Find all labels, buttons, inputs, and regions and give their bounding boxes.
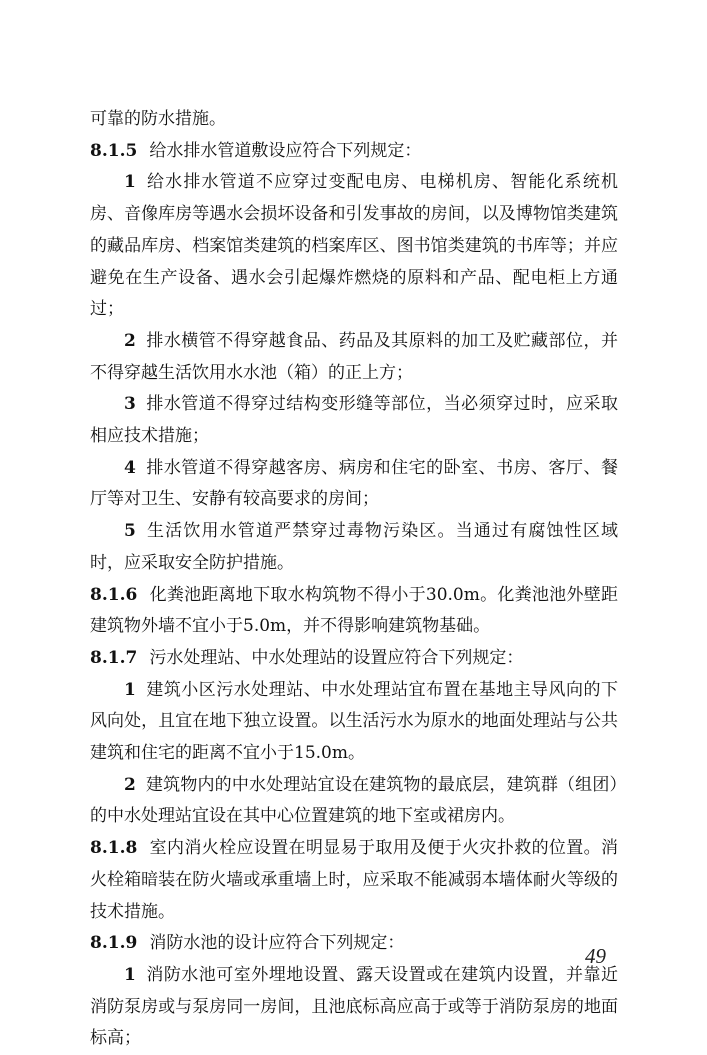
clause-8-1-7 — [90, 643, 618, 675]
item-number: 1 — [124, 964, 136, 985]
clause-8-1-5-item-2 — [90, 326, 618, 389]
item-text: 建筑物内的中水处理站宜设在建筑物的最底层，建筑群（组团）的中水处理站宜设在其中心位置建筑的地下室或裙房内。 — [90, 774, 618, 827]
clause-8-1-9 — [90, 928, 618, 960]
item-text: 建筑小区污水处理站、中水处理站宜布置在基地主导风向的下风向处，且宜在地下独立设置。以生活污水为原水的地面处理站与公共建筑和住宅的距离不宜小于15.0m。 — [90, 679, 618, 764]
clause-8-1-9-item-1 — [90, 960, 618, 1055]
page-body — [90, 104, 618, 1055]
clause-text: 给水排水管道敷设应符合下列规定： — [149, 140, 422, 161]
item-number: 2 — [124, 774, 136, 795]
clause-text: 消防水池的设计应符合下列规定： — [149, 933, 405, 954]
clause-8-1-5-item-4 — [90, 453, 618, 516]
continued-paragraph: 可靠的防水措施。 — [90, 109, 226, 129]
clause-text: 室内消火栓应设置在明显易于取用及便于火灾扑救的位置。消火栓箱暗装在防火墙或承重墙上时，应采取不能减弱本墙体耐火等级的技术措施。 — [90, 838, 618, 922]
page-number: 49 — [585, 944, 606, 968]
clause-8-1-7-item-2 — [90, 770, 618, 833]
item-text: 生活饮用水管道严禁穿过毒物污染区。当通过有腐蚀性区域时，应采取安全防护措施。 — [90, 521, 618, 573]
clause-8-1-6 — [90, 580, 618, 643]
clause-number: 8.1.7 — [90, 647, 138, 668]
clause-8-1-5 — [90, 136, 618, 168]
clause-text: 化粪池距离地下取水构筑物不得小于30.0m。化粪池池外壁距建筑物外墙不宜小于5.0m，并不得影响建筑物基础。 — [90, 584, 618, 637]
item-number: 1 — [124, 172, 136, 193]
item-text: 排水横管不得穿越食品、药品及其原料的加工及贮藏部位，并不得穿越生活饮用水水池（箱）的正上方； — [90, 330, 618, 383]
item-text: 排水管道不得穿越客房、病房和住宅的卧室、书房、客厅、餐厅等对卫生、安静有较高要求的房间； — [90, 457, 618, 510]
clause-text: 污水处理站、中水处理站的设置应符合下列规定： — [149, 647, 524, 668]
clause-number: 8.1.6 — [90, 584, 138, 605]
clause-8-1-5-item-3 — [90, 389, 618, 452]
clause-8-1-8 — [90, 833, 618, 928]
clause-number: 8.1.8 — [90, 838, 138, 859]
item-number: 1 — [124, 679, 136, 700]
item-text: 排水管道不得穿过结构变形缝等部位，当必须穿过时，应采取相应技术措施； — [90, 394, 618, 447]
clause-8-1-5-item-1 — [90, 167, 618, 326]
item-text: 消防水池可室外埋地设置、露天设置或在建筑内设置，并靠近消防泵房或与泵房同一房间，且池底标高应高于或等于消防泵房的地面标高； — [90, 964, 618, 1049]
clause-number: 8.1.9 — [90, 933, 138, 954]
item-text: 给水排水管道不应穿过变配电房、电梯机房、智能化系统机房、音像库房等遇水会损坏设备和引发事故的房间，以及博物馆类建筑的藏品库房、档案馆类建筑的档案库区、图书馆类建筑的书库等；并应避免在生产设备、遇水会引起爆炸燃烧的原料和产品、配电柜上方通过； — [90, 172, 618, 320]
clause-number: 8.1.5 — [90, 140, 138, 161]
clause-8-1-7-item-1 — [90, 675, 618, 770]
item-number: 5 — [124, 521, 136, 542]
clause-8-1-5-item-5 — [90, 516, 618, 579]
item-number: 4 — [124, 457, 136, 478]
item-number: 3 — [124, 394, 136, 415]
item-number: 2 — [124, 330, 136, 351]
